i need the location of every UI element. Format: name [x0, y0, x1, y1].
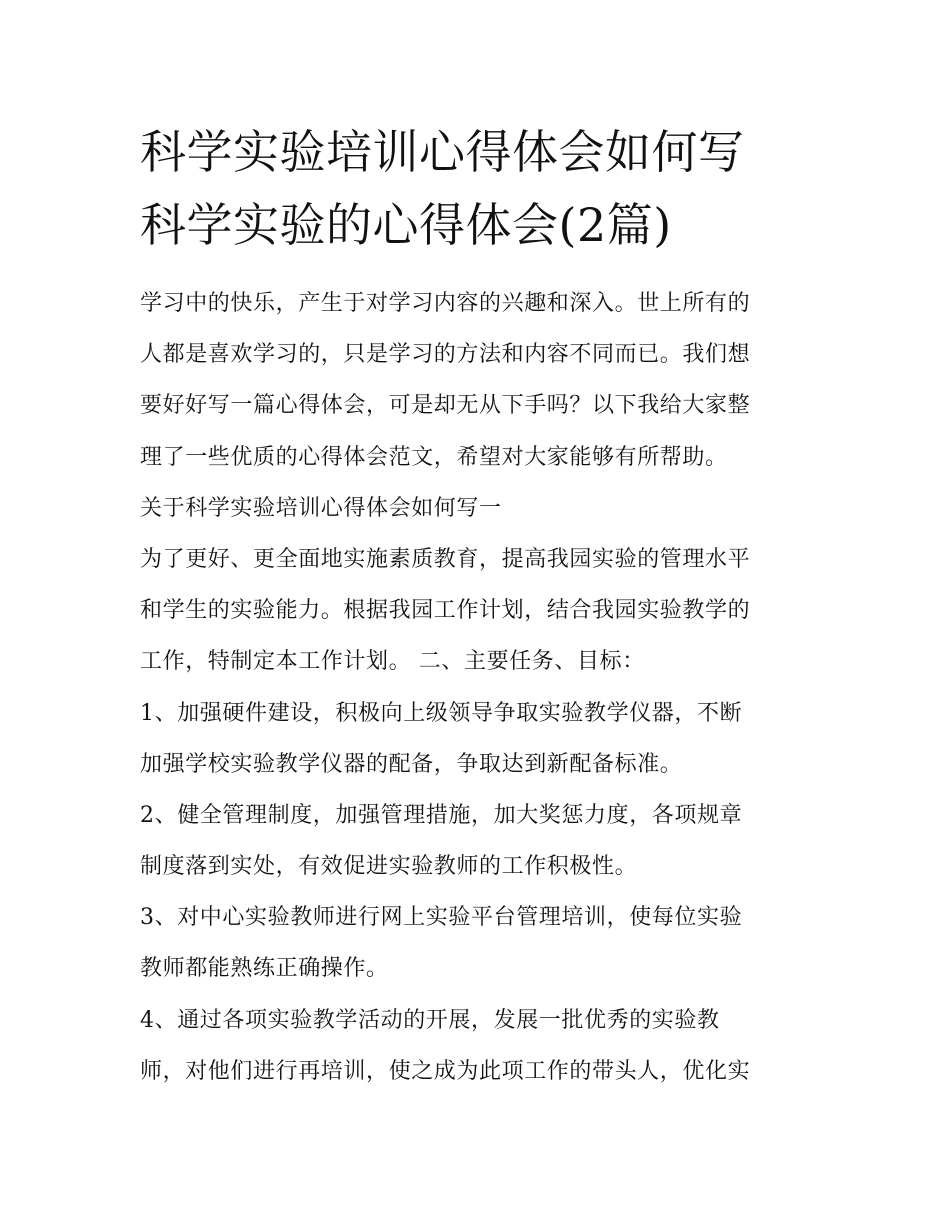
list-item-line: 加强学校实验教学仪器的配备，争取达到新配备标准。	[140, 751, 683, 777]
body-line: 和学生的实验能力。根据我园工作计划，结合我园实验教学的	[140, 598, 751, 624]
list-item-line: 2、健全管理制度，加强管理措施，加大奖惩力度，各项规章	[140, 802, 743, 828]
list-item-line: 3、对中心实验教师进行网上实验平台管理培训，使每位实验	[140, 905, 743, 931]
body-line: 工作，特制定本工作计划。 二、主要任务、目标：	[140, 649, 645, 675]
document-body	[140, 278, 820, 1097]
list-item-line: 师，对他们进行再培训，使之成为此项工作的带头人，优化实	[140, 1058, 751, 1084]
title-line-2: 科学实验的心得体会(2篇)	[140, 198, 672, 252]
body-line: 人都是喜欢学习的，只是学习的方法和内容不同而已。我们想	[140, 342, 751, 368]
list-item-line: 制度落到实处，有效促进实验教师的工作积极性。	[140, 854, 638, 880]
document-title	[140, 116, 820, 262]
body-line: 学习中的快乐，产生于对学习内容的兴趣和深入。世上所有的	[140, 291, 751, 316]
list-item-line: 教师都能熟练正确操作。	[140, 956, 389, 982]
list-item-line: 1、加强硬件建设，积极向上级领导争取实验教学仪器，不断	[140, 700, 743, 726]
body-line: 要好好写一篇心得体会，可是却无从下手吗？以下我给大家整	[140, 393, 751, 419]
list-item-line: 4、通过各项实验教学活动的开展，发展一批优秀的实验教	[140, 1007, 720, 1033]
body-line: 为了更好、更全面地实施素质教育，提高我园实验的管理水平	[140, 546, 751, 572]
body-line: 理了一些优质的心得体会范文，希望对大家能够有所帮助。	[140, 444, 728, 470]
section-heading: 关于科学实验培训心得体会如何写一	[140, 495, 502, 521]
title-line-1: 科学实验培训心得体会如何写	[140, 125, 745, 179]
